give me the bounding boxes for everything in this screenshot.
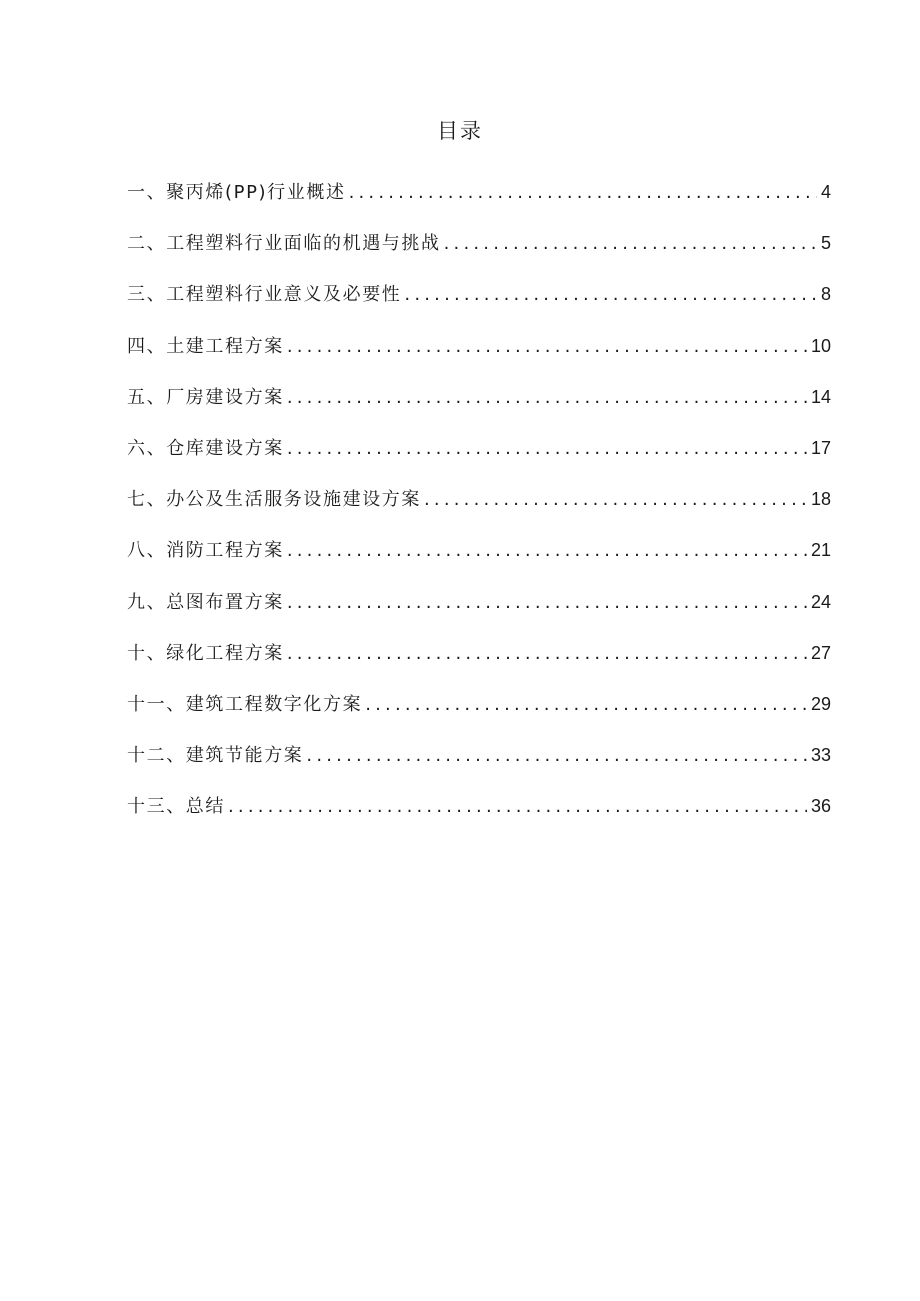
toc-dot-leader	[287, 435, 807, 463]
toc-entry-page: 8	[820, 284, 831, 305]
toc-entry-label: 十一、建筑工程数字化方案	[127, 693, 363, 715]
toc-entry-page: 10	[810, 335, 831, 356]
toc-dot-leader	[287, 589, 807, 617]
toc-dot-leader	[404, 281, 817, 309]
toc-entry[interactable]	[127, 485, 831, 536]
toc-entry-label: 十三、总结	[127, 796, 225, 818]
toc-entry-page: 4	[820, 182, 831, 202]
toc-entry[interactable]	[127, 178, 831, 229]
toc-entry-label: 七、办公及生活服务设施建设方案	[127, 489, 421, 511]
toc-entry[interactable]	[127, 332, 831, 383]
toc-entry-page: 24	[810, 591, 831, 612]
toc-entry[interactable]	[127, 639, 831, 690]
toc-dot-leader	[306, 742, 807, 770]
toc-dot-leader	[349, 179, 817, 207]
toc-entry-label: 十二、建筑节能方案	[127, 745, 304, 767]
toc-entry-label: 九、总图布置方案	[127, 591, 284, 613]
toc-entry-label: 二、工程塑料行业面临的机遇与挑战	[127, 233, 441, 255]
toc-entry-page: 14	[810, 386, 831, 407]
toc-entry-page: 18	[810, 489, 831, 510]
toc-entry-page: 36	[810, 796, 831, 817]
toc-entry[interactable]	[127, 229, 831, 280]
toc-entry-page: 17	[810, 437, 831, 458]
toc-entry[interactable]	[127, 792, 831, 843]
toc-entry-label: 六、仓库建设方案	[127, 437, 284, 459]
toc-title: 目录	[437, 119, 483, 143]
toc-list	[127, 178, 831, 843]
toc-entry-page: 29	[810, 693, 831, 714]
toc-entry-label: 一、聚丙烯(PP)行业概述	[127, 182, 346, 203]
toc-entry[interactable]	[127, 434, 831, 485]
toc-entry-label: 八、消防工程方案	[127, 540, 284, 562]
toc-entry-label: 三、工程塑料行业意义及必要性	[127, 284, 402, 306]
toc-dot-leader	[365, 691, 807, 719]
toc-entry-page: 27	[810, 642, 831, 663]
toc-entry[interactable]	[127, 690, 831, 741]
toc-entry-label: 十、绿化工程方案	[127, 642, 284, 664]
toc-entry[interactable]	[127, 741, 831, 792]
toc-entry[interactable]	[127, 383, 831, 434]
toc-entry[interactable]	[127, 588, 831, 639]
toc-entry-page: 33	[810, 745, 831, 766]
toc-entry-label: 五、厂房建设方案	[127, 386, 284, 408]
toc-dot-leader	[287, 537, 807, 565]
toc-dot-leader	[287, 384, 807, 412]
toc-entry-page: 21	[810, 540, 831, 561]
toc-entry-label: 四、土建工程方案	[127, 335, 284, 357]
toc-entry[interactable]	[127, 536, 831, 587]
toc-dot-leader	[287, 640, 807, 668]
toc-entry[interactable]	[127, 280, 831, 331]
toc-dot-leader	[287, 333, 807, 361]
toc-dot-leader	[444, 230, 817, 258]
toc-entry-page: 5	[820, 233, 831, 254]
toc-dot-leader	[228, 793, 807, 821]
toc-dot-leader	[424, 486, 807, 514]
